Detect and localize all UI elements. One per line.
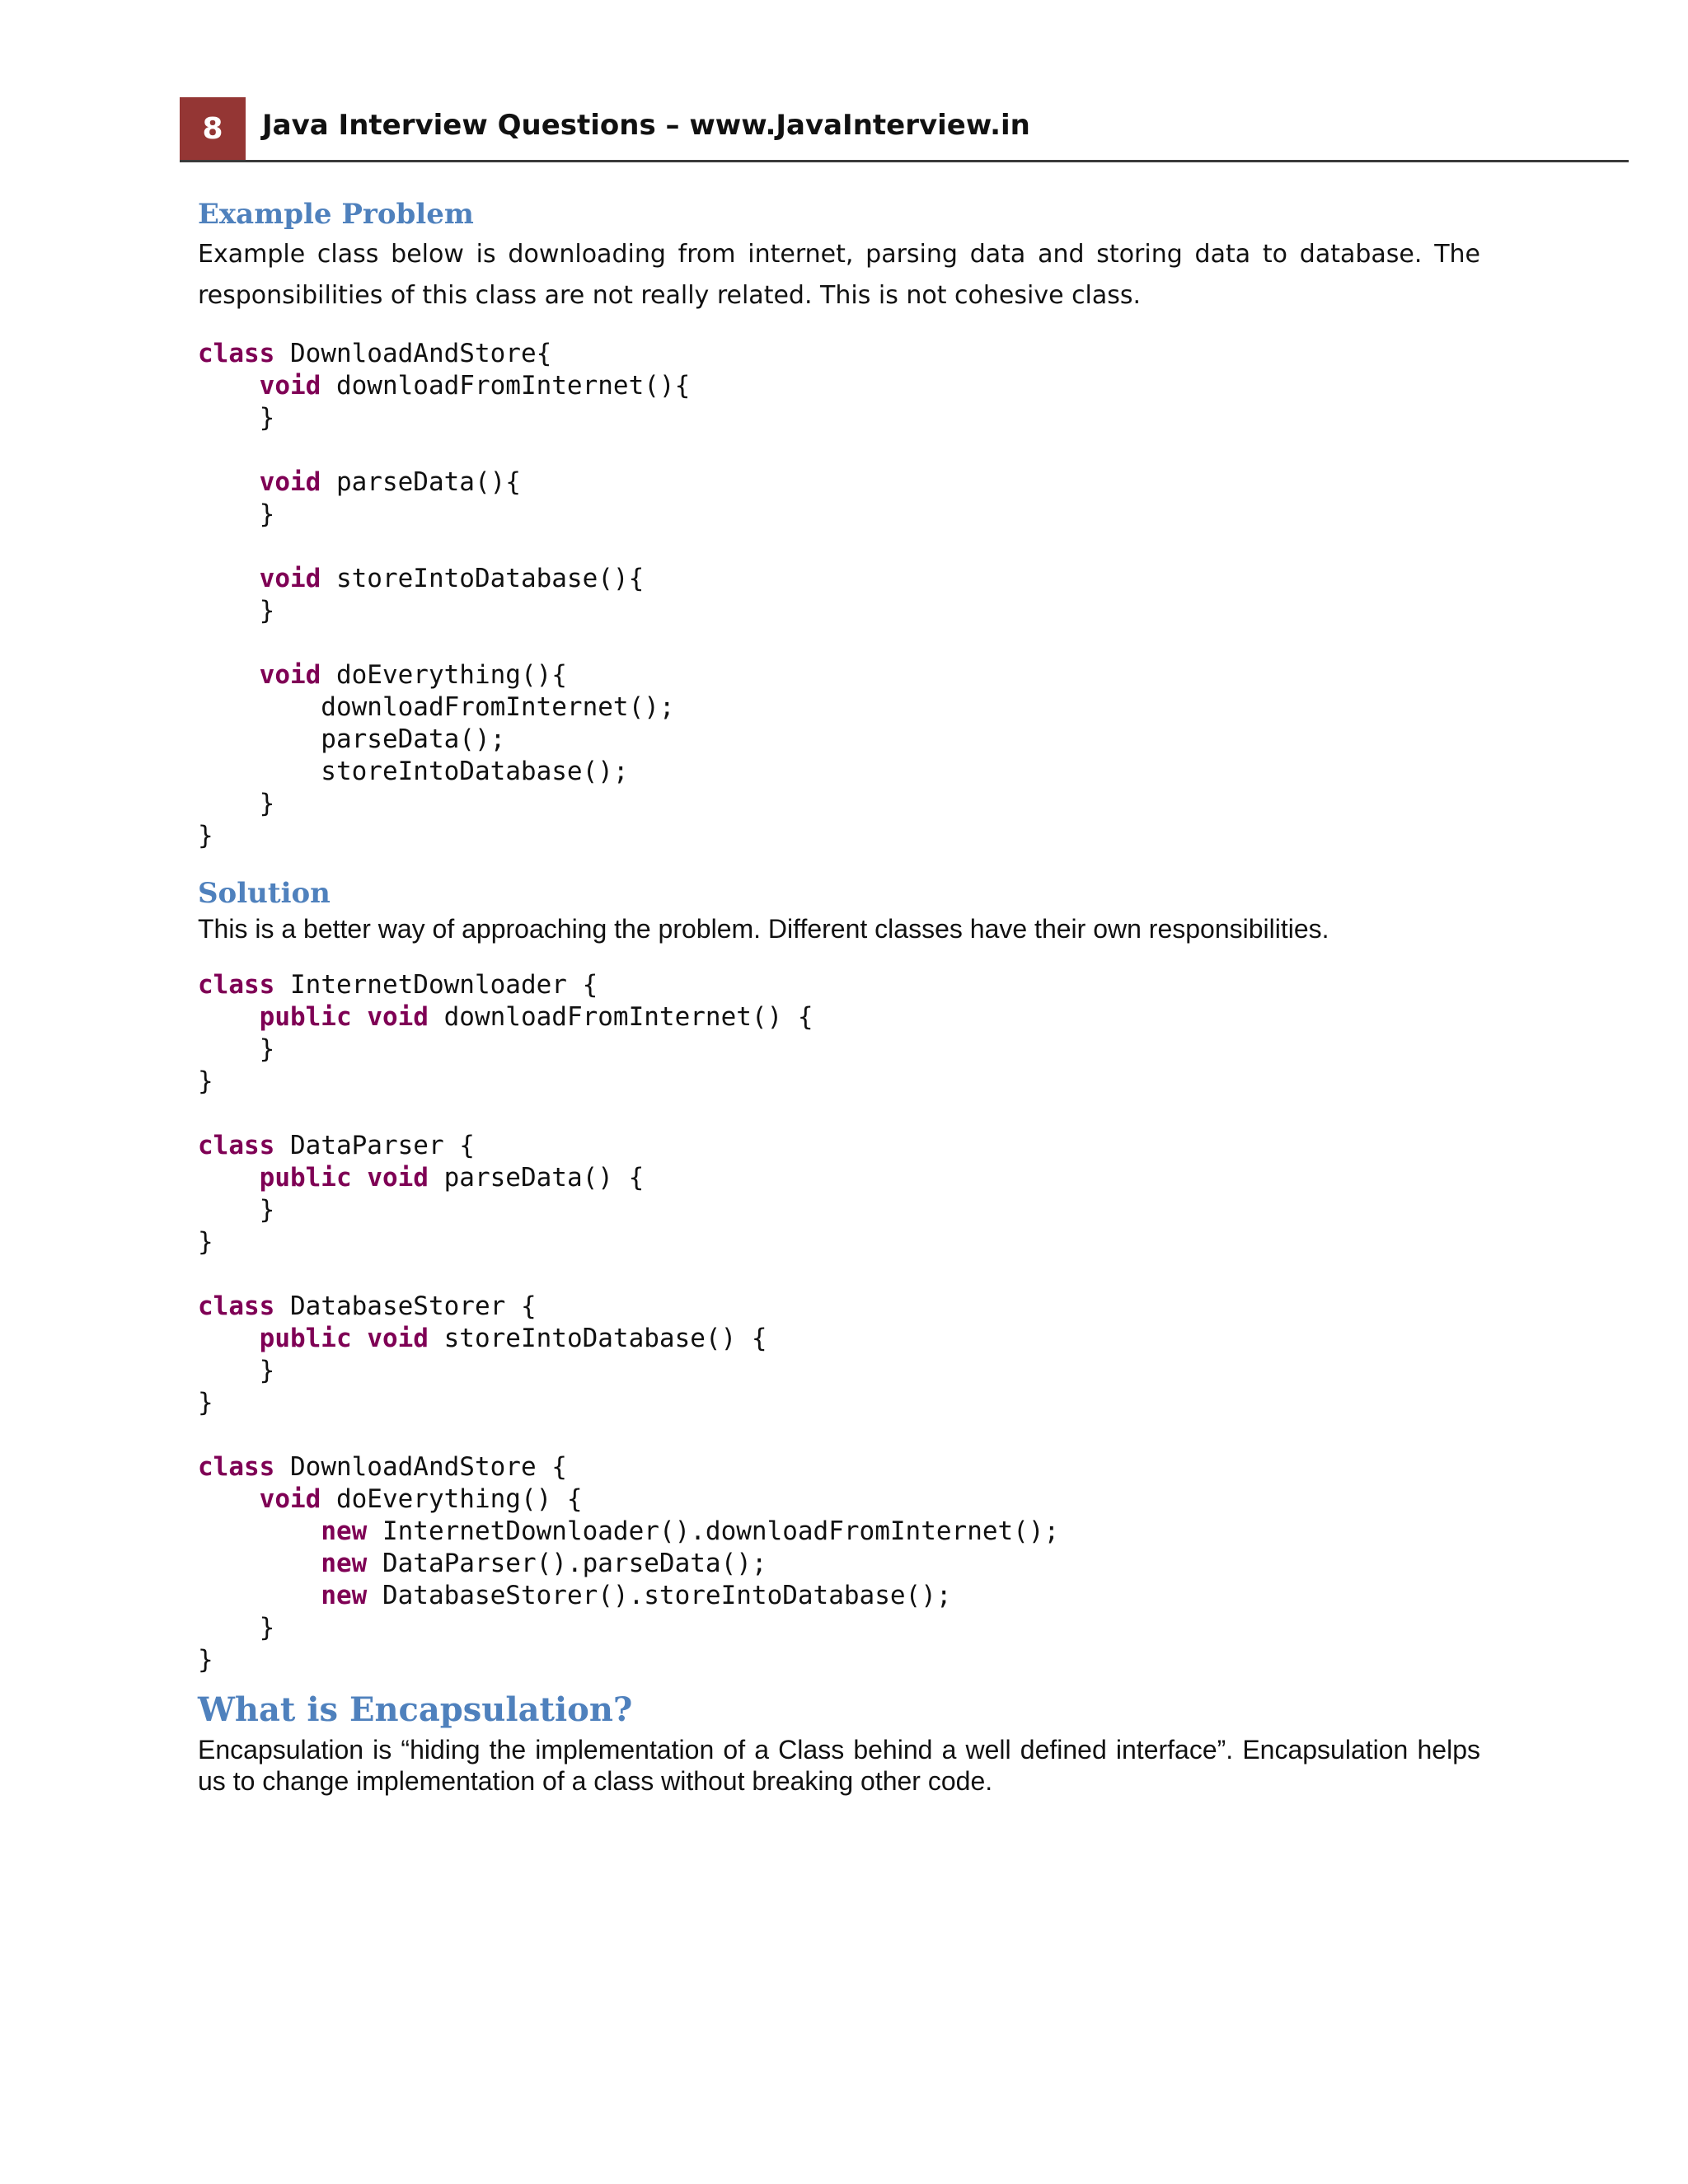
code-keyword: class bbox=[198, 970, 275, 1000]
code-line: class DataParser { bbox=[198, 1131, 475, 1160]
code-line: } bbox=[259, 1034, 275, 1064]
code-line: void parseData(){ bbox=[259, 467, 521, 497]
code-keyword: void bbox=[259, 1484, 321, 1514]
code-line: } bbox=[198, 1645, 213, 1675]
code-keyword: void bbox=[259, 467, 321, 497]
code-keyword: void bbox=[367, 1002, 429, 1032]
code-block-example bbox=[198, 338, 1480, 852]
header-title: Java Interview Questions – www.JavaInterview.in bbox=[262, 109, 1030, 142]
code-line: void doEverything(){ bbox=[259, 660, 567, 690]
page-content bbox=[198, 194, 1480, 1797]
code-line: new DatabaseStorer().storeIntoDatabase(); bbox=[321, 1581, 952, 1610]
page-number: 8 bbox=[180, 97, 246, 160]
code-keyword: void bbox=[367, 1163, 429, 1193]
heading-example-problem: Example Problem bbox=[198, 198, 474, 231]
code-line: public void parseData() { bbox=[259, 1163, 645, 1193]
code-line: class DownloadAndStore { bbox=[198, 1452, 567, 1482]
code-keyword: class bbox=[198, 339, 275, 368]
code-line: downloadFromInternet(); bbox=[321, 692, 675, 722]
code-keyword: new bbox=[321, 1581, 368, 1610]
code-line: } bbox=[259, 499, 275, 529]
code-keyword: class bbox=[198, 1131, 275, 1160]
code-keyword: void bbox=[259, 371, 321, 401]
code-line: void storeIntoDatabase(){ bbox=[259, 564, 645, 593]
code-line: } bbox=[198, 1066, 213, 1096]
code-line: } bbox=[198, 1227, 213, 1257]
code-line: parseData(); bbox=[321, 724, 506, 754]
code-keyword: void bbox=[259, 564, 321, 593]
example-paragraph: Example class below is downloading from internet, parsing data and storing data to database. The responsibilities of this class are not really related. This is not cohesive class. bbox=[198, 240, 1480, 310]
code-line: new InternetDownloader().downloadFromInternet(); bbox=[321, 1516, 1060, 1546]
code-line: void downloadFromInternet(){ bbox=[259, 371, 691, 401]
code-line: } bbox=[259, 596, 275, 626]
code-keyword: void bbox=[259, 660, 321, 690]
code-line: } bbox=[259, 403, 275, 433]
heading-encapsulation: What is Encapsulation? bbox=[198, 1690, 633, 1729]
code-line: public void downloadFromInternet() { bbox=[259, 1002, 814, 1032]
code-line: public void storeIntoDatabase() { bbox=[259, 1324, 767, 1353]
code-keyword: class bbox=[198, 1291, 275, 1321]
code-line: } bbox=[259, 1613, 275, 1643]
code-line: void doEverything() { bbox=[259, 1484, 583, 1514]
code-keyword: public bbox=[259, 1163, 352, 1193]
code-keyword: new bbox=[321, 1549, 368, 1578]
code-line: } bbox=[198, 1388, 213, 1418]
code-keyword: class bbox=[198, 1452, 275, 1482]
code-block-solution bbox=[198, 969, 1480, 1676]
code-line: } bbox=[259, 789, 275, 818]
code-line: } bbox=[259, 1195, 275, 1225]
code-keyword: public bbox=[259, 1002, 352, 1032]
code-keyword: void bbox=[367, 1324, 429, 1353]
code-line: class DownloadAndStore{ bbox=[198, 339, 552, 368]
heading-solution: Solution bbox=[198, 877, 331, 910]
code-line: class DatabaseStorer { bbox=[198, 1291, 537, 1321]
solution-paragraph: This is a better way of approaching the problem. Different classes have their own responsibilities. bbox=[198, 914, 1329, 944]
code-line: } bbox=[259, 1356, 275, 1385]
code-line: } bbox=[198, 821, 213, 851]
code-keyword: public bbox=[259, 1324, 352, 1353]
page-header bbox=[180, 97, 1629, 162]
code-line: storeIntoDatabase(); bbox=[321, 757, 629, 786]
code-line: new DataParser().parseData(); bbox=[321, 1549, 767, 1578]
encapsulation-paragraph: Encapsulation is “hiding the implementation of a Class behind a well defined interface”. Encapsulation helps us to change implementation of a class without breaking other code. bbox=[198, 1735, 1480, 1796]
code-keyword: new bbox=[321, 1516, 368, 1546]
code-line: class InternetDownloader { bbox=[198, 970, 598, 1000]
